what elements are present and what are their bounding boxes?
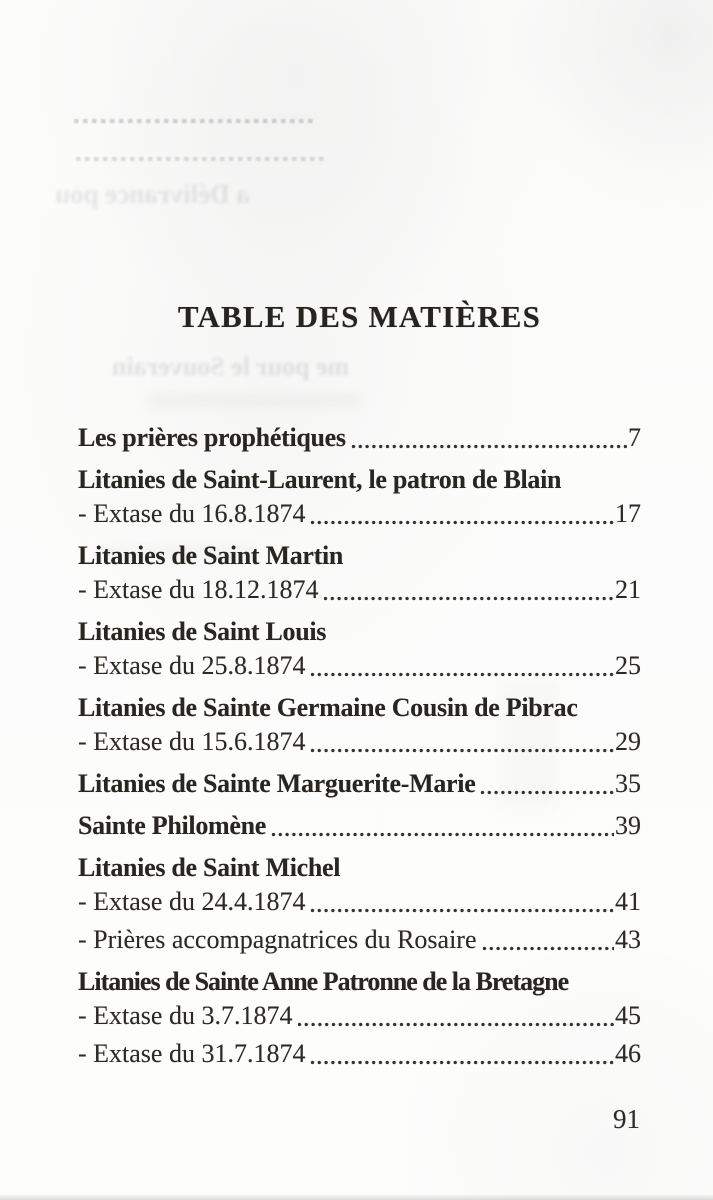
page-title: TABLE DES MATIÈRES xyxy=(177,299,542,334)
toc-entry-page: 25 xyxy=(615,651,641,680)
toc-entry-label: - Extase du 3.7.1874 xyxy=(78,1001,293,1030)
leader-dots xyxy=(351,444,627,449)
toc-entry-label: - Extase du 18.12.1874 xyxy=(78,575,319,604)
toc-entry-page: 29 xyxy=(615,727,641,756)
toc-entry-page: 21 xyxy=(615,575,641,604)
toc-entry xyxy=(78,573,641,607)
toc-entry-heading xyxy=(78,615,641,649)
toc-entry xyxy=(78,999,641,1033)
leader-dots xyxy=(323,596,614,601)
toc-entry-label: - Extase du 15.6.1874 xyxy=(78,727,306,756)
toc-entry-label: Litanies de Sainte Marguerite-Marie xyxy=(78,769,476,798)
toc-entry-page: 43 xyxy=(615,925,641,954)
leader-dots xyxy=(310,908,614,913)
toc-entry-label: Sainte Philomène xyxy=(78,811,267,840)
leader-dots xyxy=(482,946,614,951)
toc-entry xyxy=(78,885,641,919)
toc-entry-label: Litanies de Sainte Germaine Cousin de Pibrac xyxy=(78,693,578,722)
leader-dots xyxy=(297,1022,614,1027)
toc-entry-page: 45 xyxy=(615,1001,641,1030)
toc-entry xyxy=(78,767,641,801)
ghost-bleedthrough-text: me pour le Souverain xyxy=(112,352,350,381)
toc-entry-label: Litanies de Sainte Anne Patronne de la Bretagne xyxy=(78,967,569,996)
toc-entry-label: Litanies de Saint Martin xyxy=(78,541,344,570)
toc-entry xyxy=(78,1037,641,1071)
leader-dots xyxy=(310,748,614,753)
toc-entry-label: - Extase du 25.8.1874 xyxy=(78,651,306,680)
toc-entry-page: 7 xyxy=(628,423,641,452)
toc-entry-page: 17 xyxy=(615,499,641,528)
toc-entry-label: - Extase du 24.4.1874 xyxy=(78,887,306,916)
toc-entry xyxy=(78,725,641,759)
toc-entry xyxy=(78,497,641,531)
leader-dots xyxy=(310,672,614,677)
toc-entry-page: 41 xyxy=(615,887,641,916)
toc-entry xyxy=(78,421,641,455)
toc-entry-page: 46 xyxy=(615,1039,641,1068)
toc-entry-label: Les prières prophétiques xyxy=(78,423,346,452)
toc-entry-heading xyxy=(78,965,641,999)
toc-entry xyxy=(78,649,641,683)
leader-dots xyxy=(310,520,614,525)
ghost-bleedthrough-text: a Délivrance pou xyxy=(55,179,250,209)
toc-entry-label: - Prières accompagnatrices du Rosaire xyxy=(78,925,477,954)
toc-entry-heading xyxy=(78,691,641,725)
toc-entry-label: - Extase du 16.8.1874 xyxy=(78,499,306,528)
leader-dots xyxy=(271,832,614,837)
toc-entry-heading xyxy=(78,463,641,497)
toc-entry-page: 39 xyxy=(615,811,641,840)
toc-entry-label: - Extase du 31.7.1874 xyxy=(78,1039,306,1068)
toc-entry-page: 35 xyxy=(615,769,641,798)
toc-entry-heading xyxy=(78,539,641,573)
leader-dots xyxy=(310,1060,614,1065)
toc-entry xyxy=(78,923,641,957)
toc-entry-label: Litanies de Saint Louis xyxy=(78,617,327,646)
page-number: 91 xyxy=(613,1104,640,1134)
toc-entry-label: Litanies de Saint-Laurent, le patron de Blain xyxy=(78,465,562,494)
toc-entry-label: Litanies de Saint Michel xyxy=(78,853,341,882)
toc-entry-heading xyxy=(78,851,641,885)
scan-edge-shadow xyxy=(0,1194,713,1200)
toc-list xyxy=(78,421,641,1071)
toc-entry xyxy=(78,809,641,843)
leader-dots xyxy=(480,790,614,795)
